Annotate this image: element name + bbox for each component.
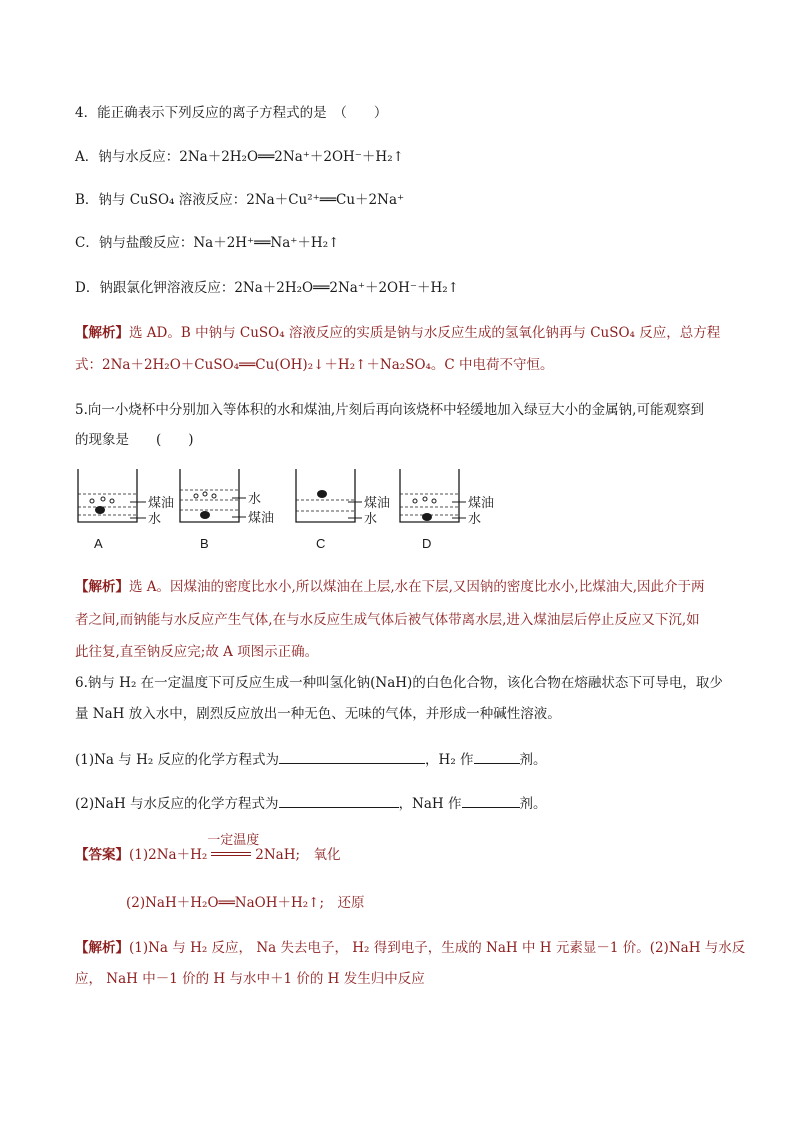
q4-analysis-line-2: 式：2Na＋2H₂O＋CuSO₄══Cu(OH)₂↓＋H₂↑＋Na₂SO₄。C 中电荷不守恒。 — [75, 357, 554, 373]
answer-blank[interactable] — [474, 749, 520, 764]
sodium-piece — [95, 506, 105, 514]
q6-stem-line-1: 6.钠与 H₂ 在一定温度下可反应生成一种叫氢化钠(NaH)的白色化合物，该化合物在熔融状态下可导电，取少 — [75, 675, 723, 691]
answer-1-suffix: 2NaH; 氧化 — [255, 847, 341, 863]
beaker-c — [296, 469, 390, 551]
q6-subquestion-1 — [75, 749, 547, 770]
sub1-suffix: 剂。 — [519, 752, 547, 768]
beaker-d-bottom-label: 水 — [468, 511, 482, 526]
beaker-d-top-label: 煤油 — [468, 495, 495, 510]
beaker-b-top-label: 水 — [248, 491, 262, 506]
sub1-middle: ，H₂ 作 — [425, 752, 474, 768]
q6-subquestion-2 — [75, 793, 547, 814]
q6-stem-line-2: 量 NaH 放入水中，剧烈反应放出一种无色、无味的气体，并形成一种碱性溶液。 — [75, 706, 561, 722]
q4-option-a: A．钠与水反应：2Na＋2H₂O══2Na⁺＋2OH⁻＋H₂↑ — [75, 149, 404, 165]
analysis-label: 【解析】 — [75, 940, 129, 956]
sub2-prefix: (2)NaH 与水反应的化学方程式为 — [75, 796, 279, 812]
analysis-label: 【解析】 — [75, 579, 129, 595]
sodium-piece — [200, 511, 210, 519]
q4-option-c: C．钠与盐酸反应：Na＋2H⁺══Na⁺＋H₂↑ — [75, 235, 340, 251]
beaker-c-bottom-label: 水 — [364, 511, 378, 526]
q4-stem: 4．能正确表示下列反应的离子方程式的是 （ ） — [75, 105, 388, 121]
q6-analysis-line-2: 应， NaH 中－1 价的 H 与水中＋1 价的 H 发生归中反应 — [75, 971, 425, 987]
q5-analysis-line-3: 此往复,直至钠反应完;故 A 项图示正确。 — [75, 644, 319, 660]
beaker-d — [400, 469, 494, 551]
sodium-piece — [317, 490, 327, 498]
sub2-middle: ，NaH 作 — [398, 796, 462, 812]
beaker-a — [78, 469, 174, 551]
beaker-a-top-label: 煤油 — [148, 495, 175, 510]
answer-blank[interactable] — [279, 793, 399, 808]
beaker-a-bottom-label: 水 — [148, 511, 162, 526]
beaker-b-bottom-label: 煤油 — [248, 510, 275, 525]
q5-analysis-line-2: 者之间,而钠能与水反应产生气体,在与水反应生成气体后被气体带离水层,进入煤油层后停止反应又下沉,如 — [75, 612, 700, 628]
beaker-c-top-label: 煤油 — [364, 495, 391, 510]
q4-option-b: B．钠与 CuSO₄ 溶液反应：2Na＋Cu²⁺══Cu＋2Na⁺ — [75, 192, 405, 208]
reaction-condition-arrow — [207, 833, 260, 865]
sub1-prefix: (1)Na 与 H₂ 反应的化学方程式为 — [75, 752, 280, 768]
q6-analysis-line-1 — [75, 938, 745, 958]
q4-analysis-line-1 — [75, 323, 720, 343]
option-a-label: A — [94, 536, 103, 551]
analysis-text: 选 A。因煤油的密度比水小,所以煤油在上层,水在下层,又因钠的密度比水小,比煤油大,因此介于两 — [129, 579, 705, 595]
analysis-text: 选 AD。B 中钠与 CuSO₄ 溶液反应的实质是钠与水反应生成的氢氧化钠再与 CuSO₄ 反应，总方程 — [129, 325, 721, 341]
analysis-label: 【解析】 — [75, 325, 129, 341]
beaker-figure — [72, 466, 502, 554]
answer-blank[interactable] — [279, 749, 425, 764]
analysis-text: (1)Na 与 H₂ 反应， Na 失去电子， H₂ 得到电子，生成的 NaH 中 H 元素显－1 价。(2)NaH 与水反 — [129, 940, 746, 956]
q6-answer-line-2: (2)NaH＋H₂O══NaOH＋H₂↑; 还原 — [126, 895, 365, 911]
answer-blank[interactable] — [462, 793, 520, 808]
sub2-suffix: 剂。 — [519, 796, 547, 812]
q5-stem-line-2: 的现象是 ( ) — [75, 432, 194, 448]
answer-1-prefix: (1)2Na＋H₂ — [129, 847, 208, 863]
beaker-b — [180, 469, 274, 551]
q5-analysis-line-1 — [75, 577, 705, 597]
option-b-label: B — [200, 536, 209, 551]
sodium-piece — [422, 513, 432, 521]
answer-label: 【答案】 — [75, 847, 129, 863]
q6-answer-line-1 — [75, 833, 341, 865]
option-d-label: D — [422, 536, 432, 551]
option-c-label: C — [316, 536, 326, 551]
q5-stem-line-1: 5.向一小烧杯中分别加入等体积的水和煤油,片刻后再向该烧杯中轻缓地加入绿豆大小的金属钠,可能观察到 — [75, 402, 704, 418]
reaction-condition: 一定温度 — [207, 833, 260, 848]
q4-option-d: D．钠跟氯化钾溶液反应：2Na＋2H₂O══2Na⁺＋2OH⁻＋H₂↑ — [75, 280, 459, 296]
